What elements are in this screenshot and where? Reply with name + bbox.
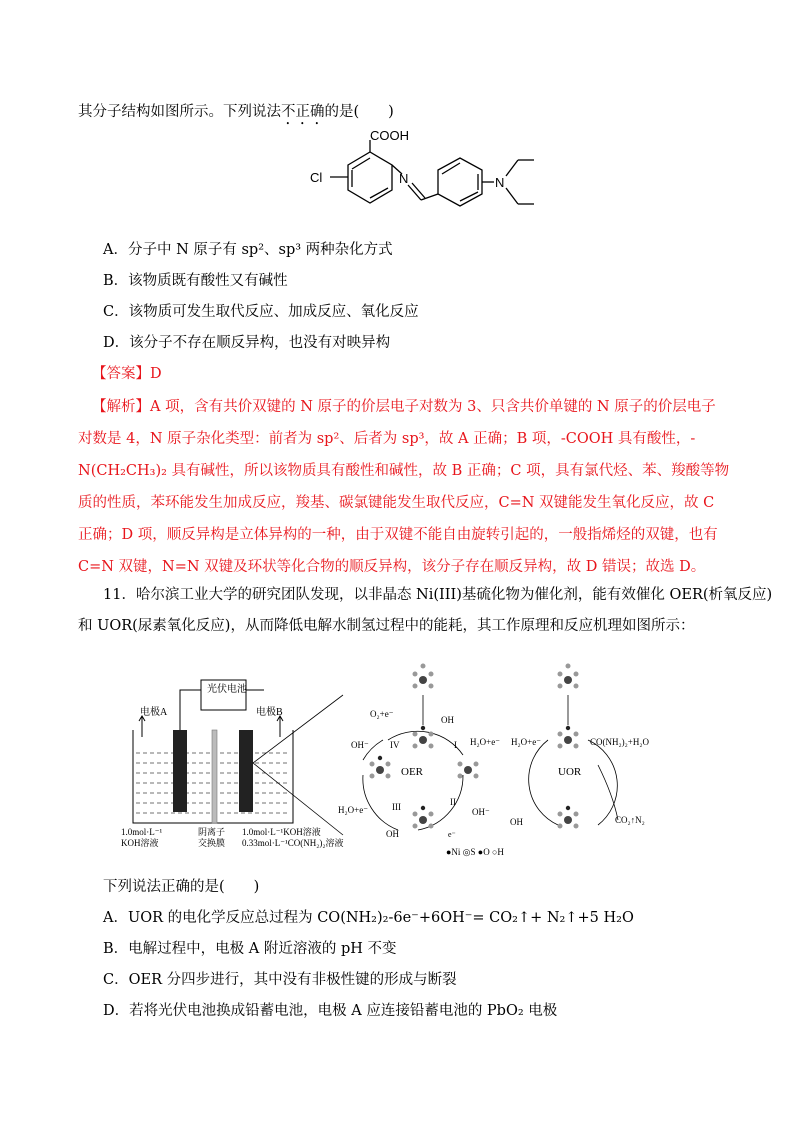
left-benzene-ring <box>348 152 392 203</box>
molecular-structure <box>288 130 538 235</box>
step-1-label: I <box>454 740 457 750</box>
figure-legend: ●Ni ◎S ●O ○H <box>446 847 504 857</box>
right-benzene-ring <box>438 158 482 206</box>
q10-option-a: A．分子中 N 原子有 sp²、sp³ 两种杂化方式 <box>103 242 393 258</box>
q10-answer: 【答案】D <box>92 366 162 382</box>
uor-h2o-e-label: H₂O+e⁻ <box>511 737 541 747</box>
q10-stem <box>78 102 394 128</box>
uor-catalyst-clusters <box>558 664 579 829</box>
electrode-b-label: 电极B <box>256 707 283 718</box>
ohm-bottom-label: OH⁻ <box>472 807 490 817</box>
amine-n-label: N <box>495 175 505 190</box>
step-2-label: II <box>450 797 456 807</box>
right-solution-line2: 0.33mol·L⁻¹CO(NH₂)₂溶液 <box>242 838 344 848</box>
o2-release-label: O₂+e⁻ <box>370 709 394 719</box>
urea-label: CO(NH₂)₂+H₂O <box>590 737 649 747</box>
electrode-b <box>239 730 253 812</box>
electrode-a <box>173 730 187 812</box>
left-solution-conc: 1.0mol·L⁻¹ <box>121 827 163 837</box>
ohm-left-label: OH⁻ <box>351 740 369 750</box>
gas-arrows <box>139 716 283 737</box>
right-solution-line1: 1.0mol·L⁻¹KOH溶液 <box>242 827 321 837</box>
oer-catalyst-clusters <box>370 664 479 829</box>
q10-option-c: C．该物质可发生取代反应、加成反应、氧化反应 <box>103 304 419 320</box>
q10-analysis-text: A 项，含有共价双键的 N 原子的价层电子对数为 3、只含共价单键的 N 原子的价层电子对数是 4，N 原子杂化类型：前者为 sp²、后者为 sp³，故 A 正确；B 项，-COOH 具有酸性，-N(CH₂CH₃)₂ 具有碱性，所以该物质具有酸性和碱性，故 B 正确；C 项，具有氯代烃、苯、羧酸等物质的性质，苯环能发生加成反应，羧基、碳氯键能发生取代反应，C=N 双键能发生氧化反应，故 C 正确；D 项，顺反异构是立体异构的一种，由于双键不能自由旋转引起的，一般指烯烃的双键，也有 C=N 双键，N=N 双键及环状等化合物的顺反异构，该分子存在顺反异构，故 D 错误；故选 D。 <box>78 399 730 575</box>
oer-label: OER <box>401 766 423 778</box>
q10-stem-emphasis: 不正确 <box>281 104 325 120</box>
q10-analysis <box>78 391 730 583</box>
pv-cell-label-line: 光伏电池 <box>207 684 247 695</box>
cooh-label: COOH <box>370 130 409 143</box>
q11-option-d: D．若将光伏电池换成铅蓄电池，电极 A 应连接铅蓄电池的 PbO₂ 电极 <box>103 1003 558 1019</box>
step-3-label: III <box>392 802 401 812</box>
uor-products-label: CO₂↑N₂ <box>615 815 645 825</box>
membrane-label-1: 阴离子 <box>198 827 226 837</box>
uor-label: UOR <box>558 766 582 778</box>
q11-option-c: C．OER 分四步进行，其中没有非极性键的形成与断裂 <box>103 972 457 988</box>
electrolysis-figure <box>118 645 688 860</box>
q10-option-b: B．该物质既有酸性又有碱性 <box>103 273 288 289</box>
step-4-label: IV <box>390 740 400 750</box>
q11-stem-line2: 和 UOR(尿素氧化反应)，从而降低电解水制氢过程中的能耗，其工作原理和反应机理如图所示： <box>78 618 695 634</box>
q11-question: 下列说法正确的是( ) <box>103 879 260 895</box>
oh-top-label: OH <box>441 715 454 725</box>
q10-stem-post: 的是( ) <box>324 104 394 120</box>
e-bottom-label: e⁻ <box>448 830 456 839</box>
q10-analysis-label: 【解析】 <box>92 399 150 415</box>
oh-bottom-label: OH <box>386 829 399 839</box>
h2o-e-mid-label: H₂O+e⁻ <box>470 737 500 747</box>
anion-exchange-membrane <box>212 730 217 823</box>
q10-option-d: D．该分子不存在顺反异构，也没有对映异构 <box>103 335 391 351</box>
q11-option-a: A．UOR 的电化学反应总过程为 CO(NH₂)₂-6e⁻+6OH⁻= CO₂↑+ N₂↑+5 H₂O <box>103 910 634 926</box>
uor-oh-label: OH <box>510 817 523 827</box>
electrode-a-label: 电极A <box>140 707 168 718</box>
q10-stem-pre: 其分子结构如图所示。下列说法 <box>78 104 281 120</box>
q11-stem-line1: 11．哈尔滨工业大学的研究团队发现，以非晶态 Ni(III)基硫化物为催化剂，能有效催化 OER(析氧反应) <box>103 587 773 603</box>
membrane-label-2: 交换膜 <box>198 838 226 848</box>
cl-label: Cl <box>310 170 323 185</box>
uor-cycle-arrows <box>529 695 618 825</box>
q11-option-b: B．电解过程中，电极 A 附近溶液的 pH 不变 <box>103 941 397 957</box>
left-solution-name: KOH溶液 <box>121 838 159 848</box>
imine-n-label: N <box>399 171 409 186</box>
h2o-e-left-label: H₂O+e⁻ <box>338 805 368 815</box>
